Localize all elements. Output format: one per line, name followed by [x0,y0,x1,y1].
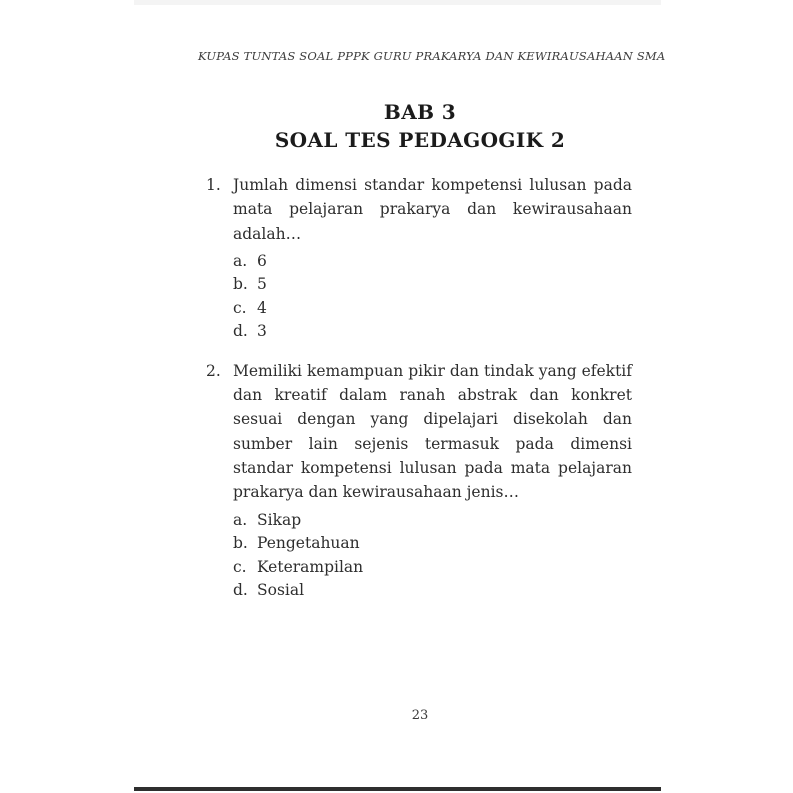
question-1 [206,173,632,344]
option-text: Sikap [257,510,302,529]
option-text: 5 [257,275,267,294]
chapter-title: SOAL TES PEDAGOGIK 2 [274,128,566,152]
page-number: 23 [411,708,429,723]
question-text: Memiliki kemampuan pikir dan tindak yang efektif dan kreatif dalam ranah abstrak dan konkret sesuai dengan yang dipelajari disekolah dan sumber lain sejenis termasuk pada dimensi standar kompetensi lulusan pada mata pelajaran prakarya dan kewirausahaan jenis… [233,361,632,502]
option-text: 4 [257,298,267,317]
chapter-heading [208,98,632,154]
question-list [206,173,632,603]
option-c [233,297,632,321]
running-head: KUPAS TUNTAS SOAL PPPK GURU PRAKARYA DAN KEWIRAUSAHAAN SMA [198,49,666,63]
question-number: 2. [206,361,221,380]
question-text: Jumlah dimensi standar kompetensi lulusan pada mata pelajaran prakarya dan kewirausahaan adalah… [233,176,632,243]
option-letter: c. [233,298,247,317]
option-letter: d. [233,322,248,341]
option-d [233,320,632,344]
option-letter: b. [233,534,248,553]
option-b [233,532,632,556]
option-letter: c. [233,557,247,576]
option-text: 6 [257,251,267,270]
option-text: Sosial [257,581,305,600]
option-a [233,250,632,274]
options-list [233,509,632,603]
option-c [233,556,632,580]
option-text: 3 [257,322,267,341]
question-2 [206,359,632,603]
option-a [233,509,632,533]
option-text: Keterampilan [257,557,364,576]
option-letter: a. [233,510,248,529]
option-d [233,579,632,603]
option-letter: b. [233,275,248,294]
option-letter: a. [233,251,248,270]
book-cover-bottom-edge [134,787,661,791]
adjacent-page-top-edge [134,0,661,5]
chapter-label: BAB 3 [383,100,457,124]
option-b [233,273,632,297]
option-letter: d. [233,581,248,600]
question-number: 1. [206,176,221,194]
options-list [233,250,632,344]
option-text: Pengetahuan [257,534,360,553]
